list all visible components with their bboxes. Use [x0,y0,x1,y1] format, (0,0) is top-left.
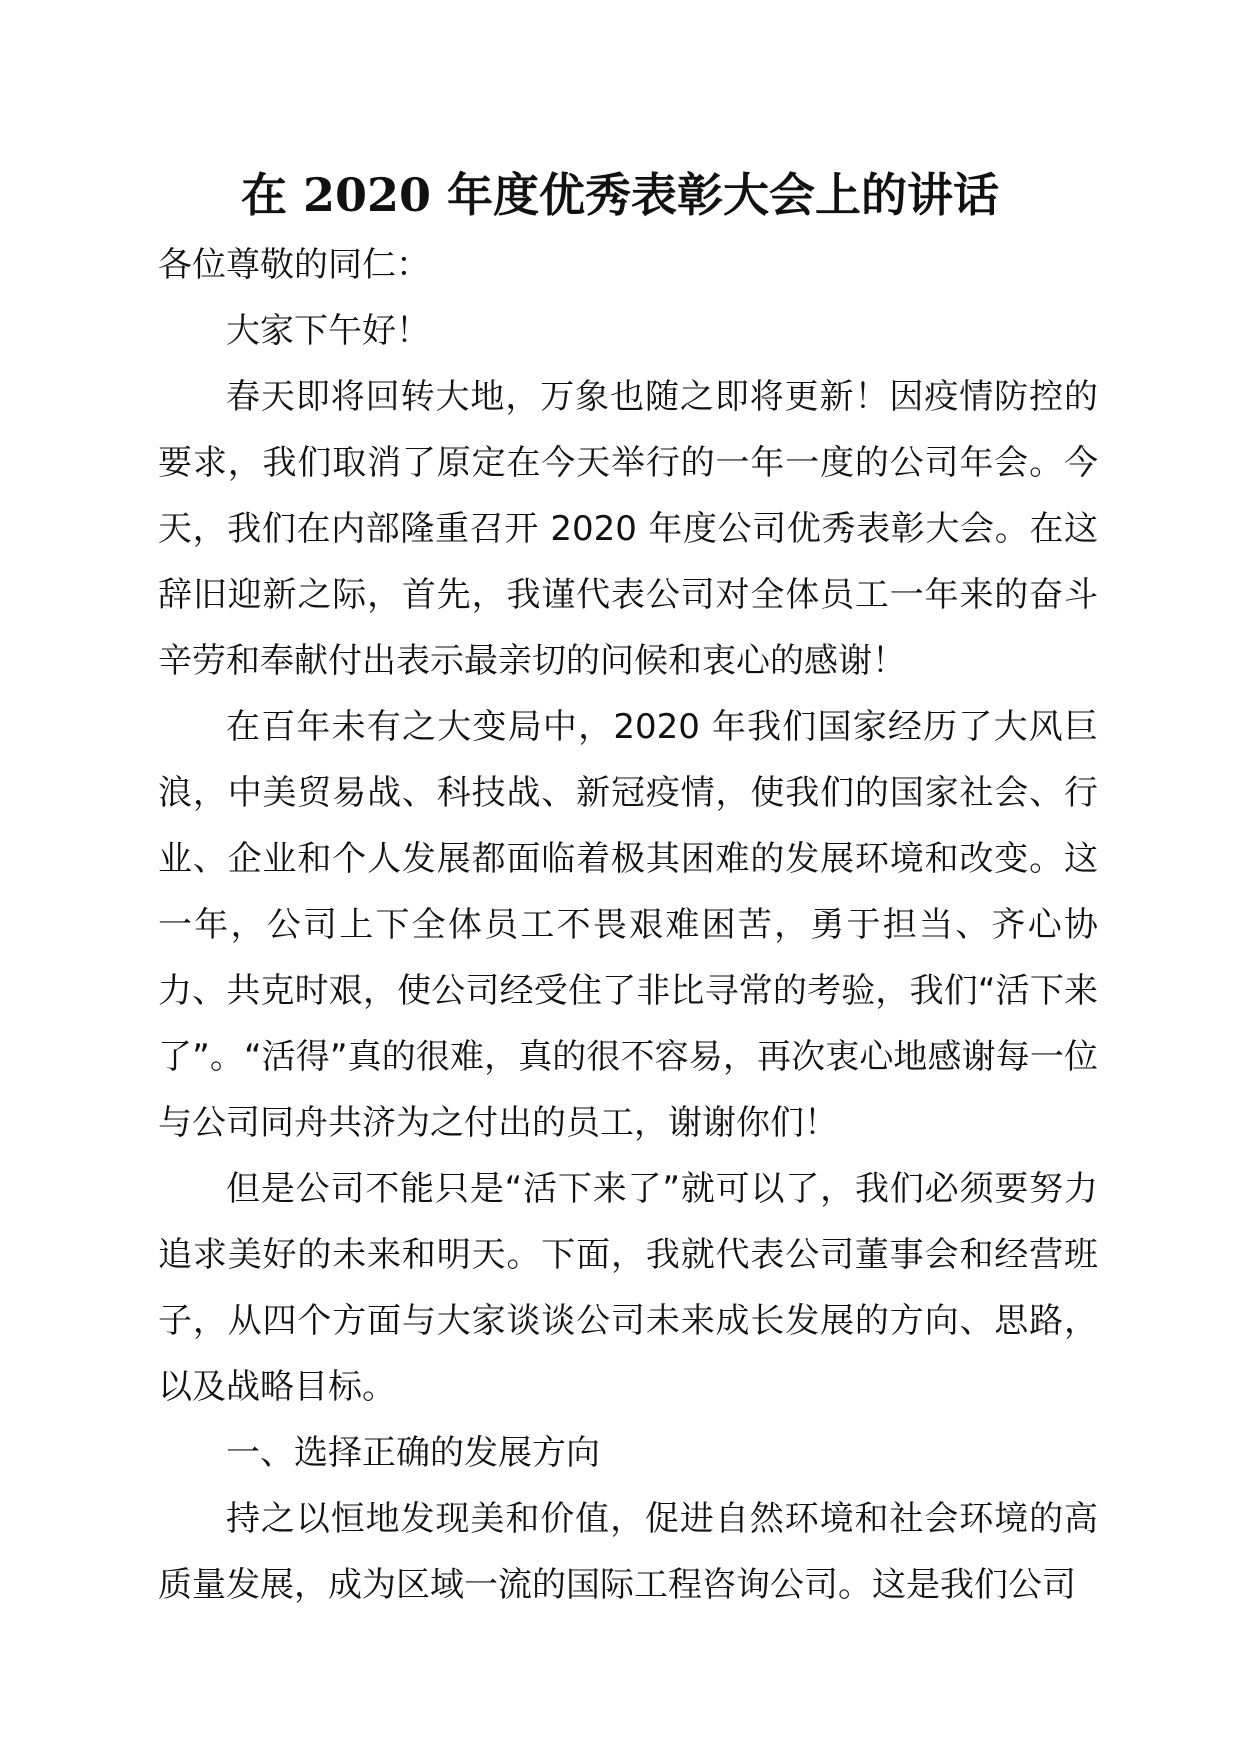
document-body [158,232,1098,1618]
greeting: 大家下午好！ [226,311,430,351]
paragraph-3: 但是公司不能只是“活下来了”就可以了，我们必须要努力追求美好的未来和明天。下面，我就代表公司董事会和经营班子，从四个方面与大家谈谈公司未来成长发展的方向、思路，以及战略目标。 [158,1169,1098,1407]
section-heading: 一、选择正确的发展方向 [226,1433,600,1473]
salutation: 各位尊敬的同仁： [158,245,430,285]
paragraph-1: 春天即将回转大地，万象也随之即将更新！因疫情防控的要求，我们取消了原定在今天举行的一年一度的公司年会。今天，我们在内部隆重召开 2020 年度公司优秀表彰大会。在这辞旧迎新之际，首先，我谨代表公司对全体员工一年来的奋斗辛劳和奉献付出表示最亲切的问候和衷心的感谢！ [158,377,1098,681]
section-paragraph: 持之以恒地发现美和价值，促进自然环境和社会环境的高质量发展，成为区域一流的国际工程咨询公司。这是我们公司 [158,1499,1098,1605]
paragraph-2: 在百年未有之大变局中，2020 年我们国家经历了大风巨浪，中美贸易战、科技战、新冠疫情，使我们的国家社会、行业、企业和个人发展都面临着极其困难的发展环境和改变。这一年，公司上下全体员工不畏艰难困苦，勇于担当、齐心协力、共克时艰，使公司经受住了非比寻常的考验，我们“活下来了”。“活得”真的很难，真的很不容易，再次衷心地感谢每一位与公司同舟共济为之付出的员工，谢谢你们！ [158,707,1098,1143]
document-title: 在 2020 年度优秀表彰大会上的讲话 [240,168,1000,222]
